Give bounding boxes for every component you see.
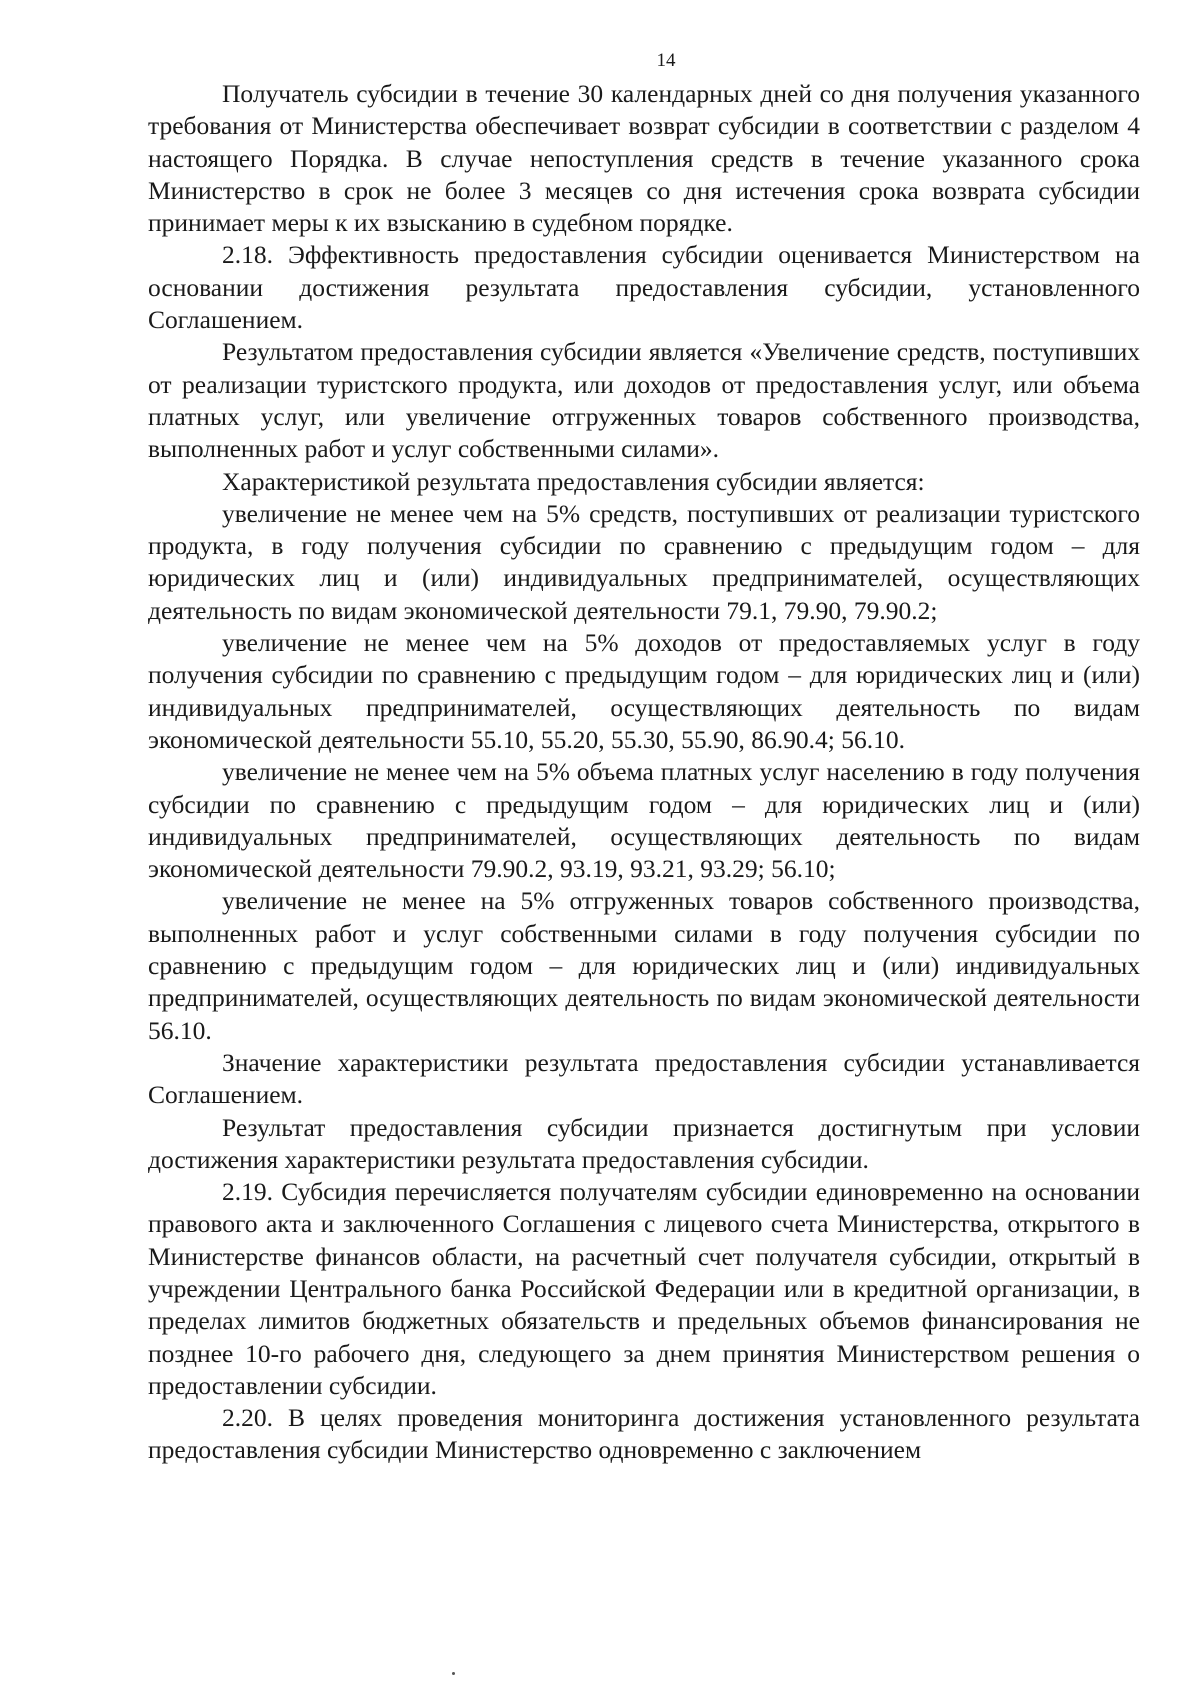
paragraph-result-characteristic: Характеристикой результата предоставления субсидии является: <box>222 466 925 496</box>
paragraph-characteristic-value: Значение характеристики результата предоставления субсидии устанавливается Соглашением. <box>148 1047 1140 1110</box>
paragraph-result-achieved: Результат предоставления субсидии признается достигнутым при условии достижения характеристики результата предоставления субсидии. <box>148 1112 1140 1174</box>
paragraph-result-definition: Результатом предоставления субсидии является «Увеличение средств, поступивших от реализации туристского продукта, или доходов от предоставления услуг, или объема платных услуг, или увеличение отгруженных товаров собственного производства, выполненных работ и услуг собственными силами». <box>148 337 1140 464</box>
paragraph-2-19-transfer: 2.19. Субсидия перечисляется получателям субсидии единовременно на основании правового акта и заключенного Соглашения с лицевого счета Министерства, открытого в Министерстве финансов области, на расчетный счет получателя субсидии, открытый в учреждении Центрального банка Российской Федерации или в кредитной организации, в пределах лимитов бюджетных обязательств и предельных объемов финансирования не позднее 10-го рабочего дня, следующего за днем принятия Министерством решения о предоставлении субсидии. <box>148 1177 1140 1400</box>
list-item-paid-services: увеличение не менее чем на 5% объема платных услуг населению в году получения субсидии по сравнению с предыдущим годом – для юридических лиц и (или) индивидуальных предпринимателей, осуществляющих деятельность по видам экономической деятельности 79.90.2, 93.19, 93.21, 93.29; 56.10; <box>148 757 1140 884</box>
list-item-shipped-goods: увеличение не менее на 5% отгруженных товаров собственного производства, выполненных работ и услуг собственными силами в году получения субсидии по сравнению с предыдущим годом – для юридических лиц и (или) индивидуальных предпринимателей, осуществляющих деятельность по видам экономической деятельности 56.10. <box>148 886 1140 1045</box>
paragraph-2-18-efficiency: 2.18. Эффективность предоставления субсидии оценивается Министерством на основании достижения результата предоставления субсидии, установленного Соглашением. <box>148 240 1140 335</box>
paragraph-2-20-monitoring: 2.20. В целях проведения мониторинга достижения установленного результата предоставления субсидии Министерство одновременно с заключением <box>148 1403 1140 1465</box>
document-page <box>148 50 1140 1467</box>
list-item-services-income: увеличение не менее чем на 5% доходов от предоставляемых услуг в году получения субсидии по сравнению с предыдущим годом – для юридических лиц и (или) индивидуальных предпринимателей, осуществляющих деятельность по видам экономической деятельности 55.10, 55.20, 55.30, 55.90, 86.90.4; 56.10. <box>148 628 1140 754</box>
page-number: 14 <box>656 50 676 71</box>
scan-speck <box>452 1672 455 1675</box>
list-item-tourist-product: увеличение не менее чем на 5% средств, поступивших от реализации туристского продукта, в году получения субсидии по сравнению с предыдущим годом – для юридических лиц и (или) индивидуальных предпринимателей, осуществляющих деятельность по видам экономической деятельности 79.1, 79.90, 79.90.2; <box>148 498 1140 625</box>
paragraph-subsidy-return: Получатель субсидии в течение 30 календарных дней со дня получения указанного требования от Министерства обеспечивает возврат субсидии в соответствии с разделом 4 настоящего Порядка. В случае непоступления средств в течение указанного срока Министерство в срок не более 3 месяцев со дня истечения срока возврата субсидии принимает меры к их взысканию в судебном порядке. <box>148 79 1140 238</box>
